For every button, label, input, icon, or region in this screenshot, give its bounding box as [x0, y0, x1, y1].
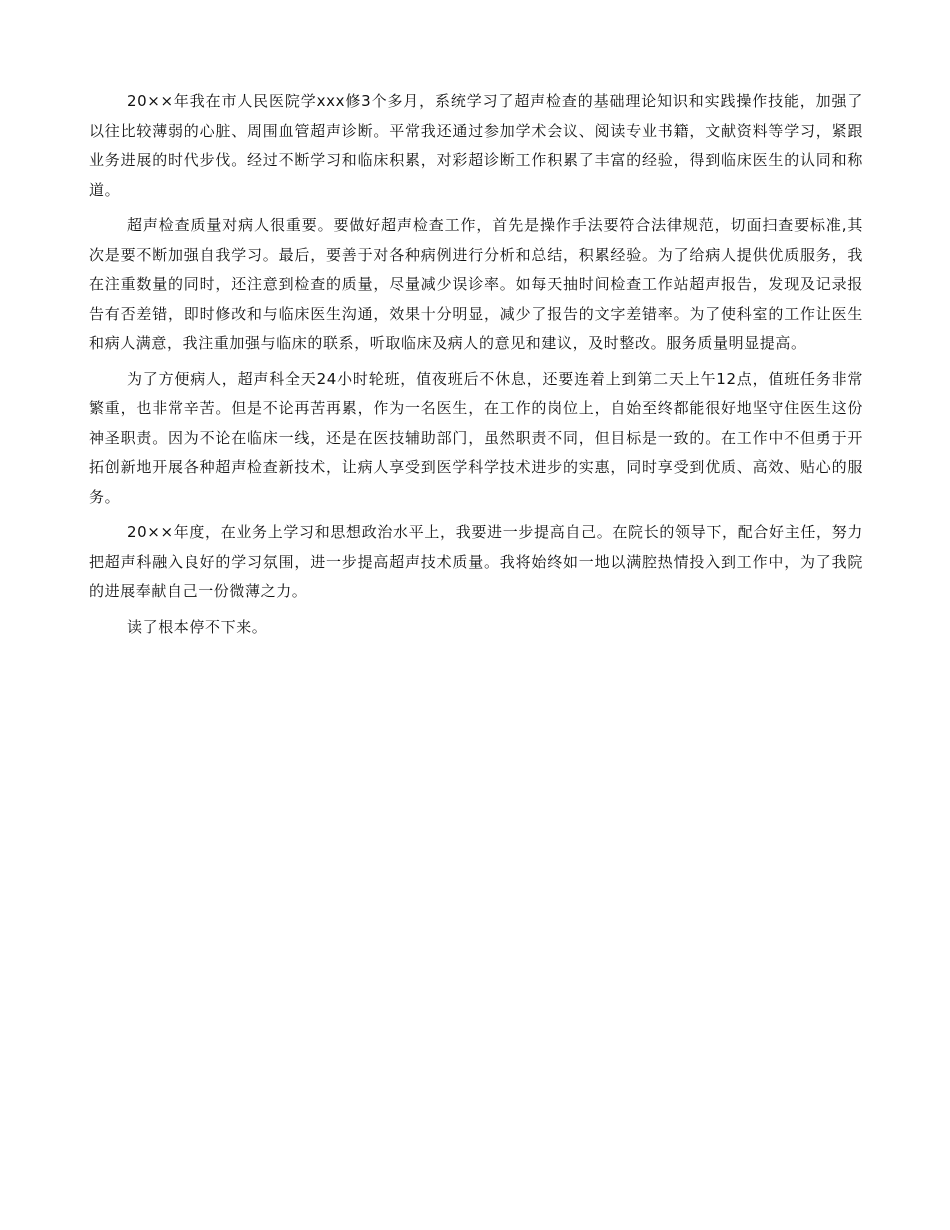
document-body [89, 87, 863, 648]
paragraph-closing: 读了根本停不下来。 [127, 617, 268, 636]
paragraph-plan: 20××年度，在业务上学习和思想政治水平上，我要进一步提高自己。在院长的领导下，配合好主任，努力把超声科融入良好的学习氛围，进一步提高超声技术质量。我将始终如一地以满腔热情投入到工作中，为了我院的进展奉献自己一份微薄之力。 [89, 523, 863, 600]
paragraph-training: 20××年我在市人民医院学xxx修3个多月，系统学习了超声检查的基础理论知识和实践操作技能，加强了以往比较薄弱的心脏、周围血管超声诊断。平常我还通过参加学术会议、阅读专业书籍，文献资料等学习，紧跟业务进展的时代步伐。经过不断学习和临床积累，对彩超诊断工作积累了丰富的经验，得到临床医生的认同和称道。 [89, 92, 863, 199]
paragraph-quality: 超声检查质量对病人很重要。要做好超声检查工作，首先是操作手法要符合法律规范，切面扫查要标准,其次是要不断加强自我学习。最后，要善于对各种病例进行分析和总结，积累经验。为了给病人提供优质服务，我在注重数量的同时，还注意到检查的质量，尽量减少误诊率。如每天抽时间检查工作站超声报告，发现及记录报告有否差错，即时修改和与临床医生沟通，效果十分明显，减少了报告的文字差错率。为了使科室的工作让医生和病人满意，我注重加强与临床的联系，听取临床及病人的意见和建议，及时整改。服务质量明显提高。 [89, 216, 863, 352]
paragraph-shifts: 为了方便病人，超声科全天24小时轮班，值夜班后不休息，还要连着上到第二天上午12点，值班任务非常繁重，也非常辛苦。但是不论再苦再累，作为一名医生，在工作的岗位上，自始至终都能很好地坚守住医生这份神圣职责。因为不论在临床一线，还是在医技辅助部门，虽然职责不同，但目标是一致的。在工作中不但勇于开拓创新地开展各种超声检查新技术，让病人享受到医学科学技术进步的实惠，同时享受到优质、高效、贴心的服务。 [89, 369, 863, 506]
